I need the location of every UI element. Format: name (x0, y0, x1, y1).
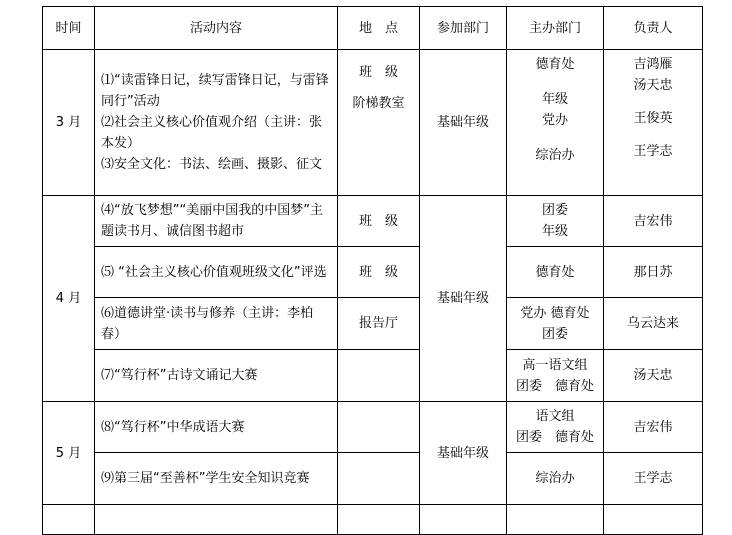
header-row (43, 7, 703, 50)
host-dept: 年级 (541, 92, 568, 107)
participant-dept: 基础年级 (420, 402, 507, 505)
table-row-april (43, 196, 703, 247)
location-text: 班 级 (338, 196, 420, 247)
host-cell (507, 298, 604, 350)
person-name: 汤天忠 (633, 78, 673, 93)
person-name: 王俊英 (633, 111, 673, 126)
host-dept: 团委 德育处 (515, 430, 594, 445)
host-dept: 高一语文组 (522, 357, 588, 373)
location-text: 报告厅 (338, 298, 420, 350)
table-row-april (43, 247, 703, 298)
host-dept: 德育处 (535, 264, 575, 280)
host-dept: 党办 德育处 (520, 305, 590, 321)
host-dept: 语文组 (535, 409, 575, 424)
header-host: 主办部门 (507, 7, 604, 50)
month-march: 3 月 (43, 50, 95, 196)
host-cell (507, 453, 604, 505)
header-participants: 参加部门 (420, 7, 507, 50)
activity-item: ⑻“笃行杯”中华成语大赛 (95, 402, 338, 453)
person-name: 吉鸿雁 (633, 57, 673, 72)
activity-item: ⑷“放飞梦想”“美丽中国我的中国梦”主题读书月、诚信图书超市 (95, 196, 338, 247)
table-row-may (43, 453, 703, 505)
person-name: 汤天忠 (604, 350, 703, 402)
participant-dept: 基础年级 (420, 50, 507, 196)
empty-cell (95, 505, 338, 535)
host-dept: 党办 (541, 113, 568, 128)
table-row-april (43, 350, 703, 402)
location-cell-march (338, 50, 420, 196)
host-dept: 综治办 (535, 148, 575, 163)
person-name: 那日苏 (604, 247, 703, 298)
table-row-march (43, 50, 703, 196)
table-row-april (43, 298, 703, 350)
activity-item: ⑵社会主义核心价值观介绍（主讲：张本发） (101, 115, 323, 151)
empty-cell (507, 505, 604, 535)
activity-item: ⑶安全文化：书法、绘画、摄影、征文 (101, 157, 323, 172)
empty-cell (420, 505, 507, 535)
host-cell (507, 247, 604, 298)
activity-item: ⑴“读雷锋日记，续写雷锋日记，与雷锋同行”活动 (101, 73, 329, 109)
person-cell-march (604, 50, 703, 196)
activity-item: ⑸ “社会主义核心价值观班级文化”评选 (95, 247, 338, 298)
host-dept: 综治办 (535, 471, 575, 486)
host-dept: 团委 (541, 326, 568, 342)
header-person: 负责人 (604, 7, 703, 50)
header-time: 时间 (43, 7, 95, 50)
table-row-may (43, 402, 703, 453)
participant-dept: 基础年级 (420, 196, 507, 402)
host-cell-march (507, 50, 604, 196)
host-dept: 德育处 (535, 57, 575, 72)
empty-cell (43, 505, 95, 535)
person-name: 吉宏伟 (604, 402, 703, 453)
header-activity: 活动内容 (95, 7, 338, 50)
activity-item: ⑺“笃行杯”古诗文诵记大赛 (95, 350, 338, 402)
activity-schedule-table (42, 6, 703, 535)
location-text: 班 级 (358, 65, 398, 80)
table-row-may-continued (43, 505, 703, 535)
empty-cell (338, 505, 420, 535)
activity-item: ⑼第三届“至善杯”学生安全知识竞赛 (95, 453, 338, 505)
location-text (338, 350, 420, 402)
person-name: 王学志 (633, 144, 673, 159)
host-cell (507, 350, 604, 402)
header-location: 地 点 (338, 7, 420, 50)
location-text (338, 453, 420, 505)
empty-cell (604, 505, 703, 535)
host-cell (507, 402, 604, 453)
host-dept: 年级 (541, 224, 568, 239)
location-text (338, 402, 420, 453)
person-name: 乌云达来 (604, 298, 703, 350)
activity-item: ⑹道德讲堂·读书与修养（主讲：李柏春） (95, 298, 338, 350)
location-text: 阶梯教室 (352, 96, 405, 111)
month-may: 5 月 (43, 402, 95, 505)
activity-cell-march (95, 50, 338, 196)
month-april: 4 月 (43, 196, 95, 402)
location-text: 班 级 (338, 247, 420, 298)
person-name: 王学志 (604, 453, 703, 505)
person-name: 吉宏伟 (604, 196, 703, 247)
host-dept: 团委 (541, 203, 568, 218)
host-cell (507, 196, 604, 247)
host-dept: 团委 德育处 (515, 378, 594, 394)
